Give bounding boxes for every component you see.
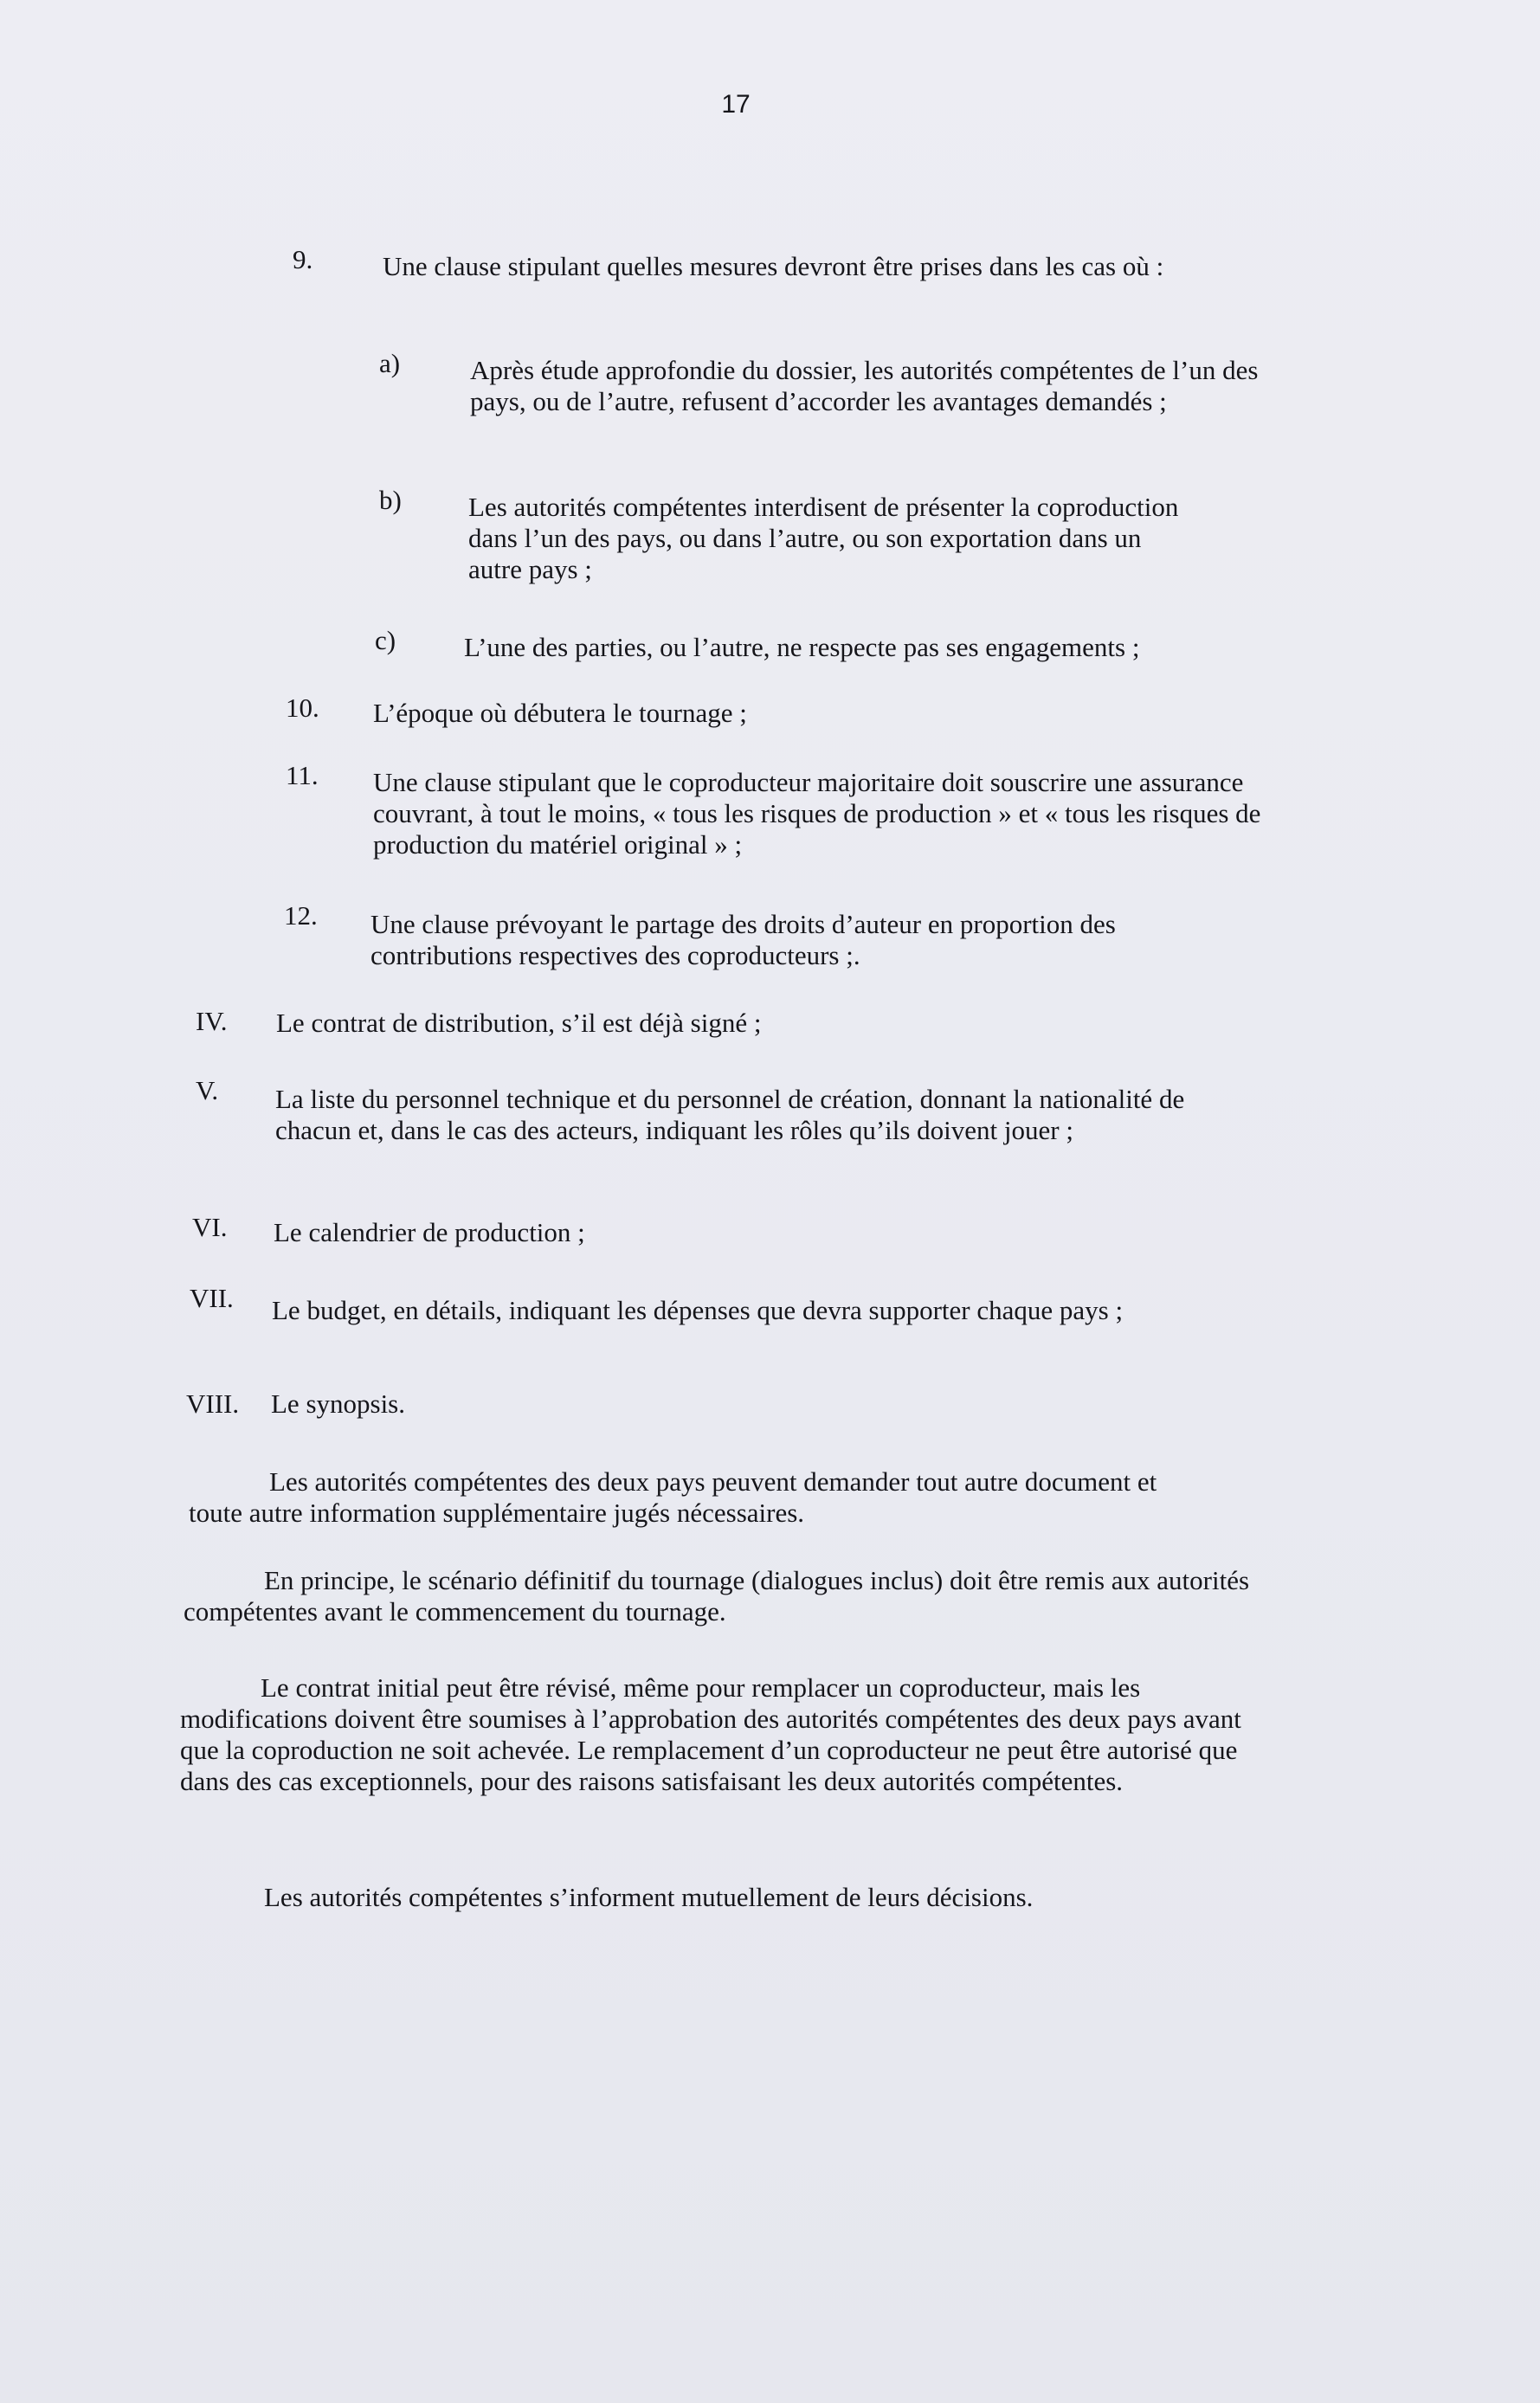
section-text: Le budget, en détails, indiquant les dépenses que devra supporter chaque pays ; <box>272 1295 1124 1325</box>
item-text: Une clause prévoyant le partage des droits d’auteur en proportion des contributions respectives des coproducteurs ;. <box>371 909 1116 970</box>
subitem-label: b) <box>379 485 402 515</box>
item-text: Une clause stipulant quelles mesures devront être prises dans les cas où : <box>383 251 1164 281</box>
body-paragraph: Les autorités compétentes des deux pays peuvent demander tout autre document et toute autre information supplémentaire jugés nécessaires. <box>189 1466 1157 1528</box>
item-text: L’époque où débutera le tournage ; <box>373 698 747 728</box>
section-label: VIII. <box>186 1388 240 1419</box>
section-label: IV. <box>196 1006 228 1036</box>
item-text: Une clause stipulant que le coproducteur majoritaire doit souscrire une assurance couvrant, à tout le moins, « tous les risques de production » et « tous les risques de production du matériel original » ; <box>373 767 1261 860</box>
body-paragraph: Les autorités compétentes s’informent mutuellement de leurs décisions. <box>264 1882 1034 1912</box>
section-text: La liste du personnel technique et du personnel de création, donnant la nationalité de chacun et, dans le cas des acteurs, indiquant les rôles qu’ils doivent jouer ; <box>275 1084 1185 1145</box>
subitem-label: a) <box>379 348 401 378</box>
item-label: 9. <box>293 244 313 274</box>
body-paragraph: En principe, le scénario définitif du tournage (dialogues inclus) doit être remis aux autorités compétentes avant le commencement du tournage. <box>184 1565 1250 1627</box>
page-number: 17 <box>721 90 751 119</box>
section-label: VII. <box>190 1283 234 1313</box>
item-label: 11. <box>286 760 319 790</box>
item-label: 12. <box>284 900 318 931</box>
subitem-text: L’une des parties, ou l’autre, ne respecte pas ses engagements ; <box>464 632 1140 662</box>
section-text: Le calendrier de production ; <box>274 1217 585 1247</box>
section-text: Le synopsis. <box>271 1388 405 1419</box>
item-label: 10. <box>286 693 319 723</box>
body-paragraph: Le contrat initial peut être révisé, même pour remplacer un coproducteur, mais les modifications doivent être soumises à l’approbation des autorités compétentes des deux pays avant que la coproduction ne soit achevée. Le remplacement d’un coproducteur ne peut être autorisé que dans des cas exceptionnels, pour des raisons satisfaisant les deux autorités compétentes. <box>180 1672 1241 1796</box>
subitem-text: Les autorités compétentes interdisent de présenter la coproduction dans l’un des pays, ou dans l’autre, ou son exportation dans un autre pays ; <box>468 492 1179 584</box>
section-label: V. <box>196 1075 219 1105</box>
section-text: Le contrat de distribution, s’il est déjà signé ; <box>276 1008 762 1038</box>
subitem-text: Après étude approfondie du dossier, les autorités compétentes de l’un des pays, ou de l’autre, refusent d’accorder les avantages demandés ; <box>470 355 1259 416</box>
subitem-label: c) <box>375 625 396 655</box>
section-label: VI. <box>192 1212 228 1242</box>
